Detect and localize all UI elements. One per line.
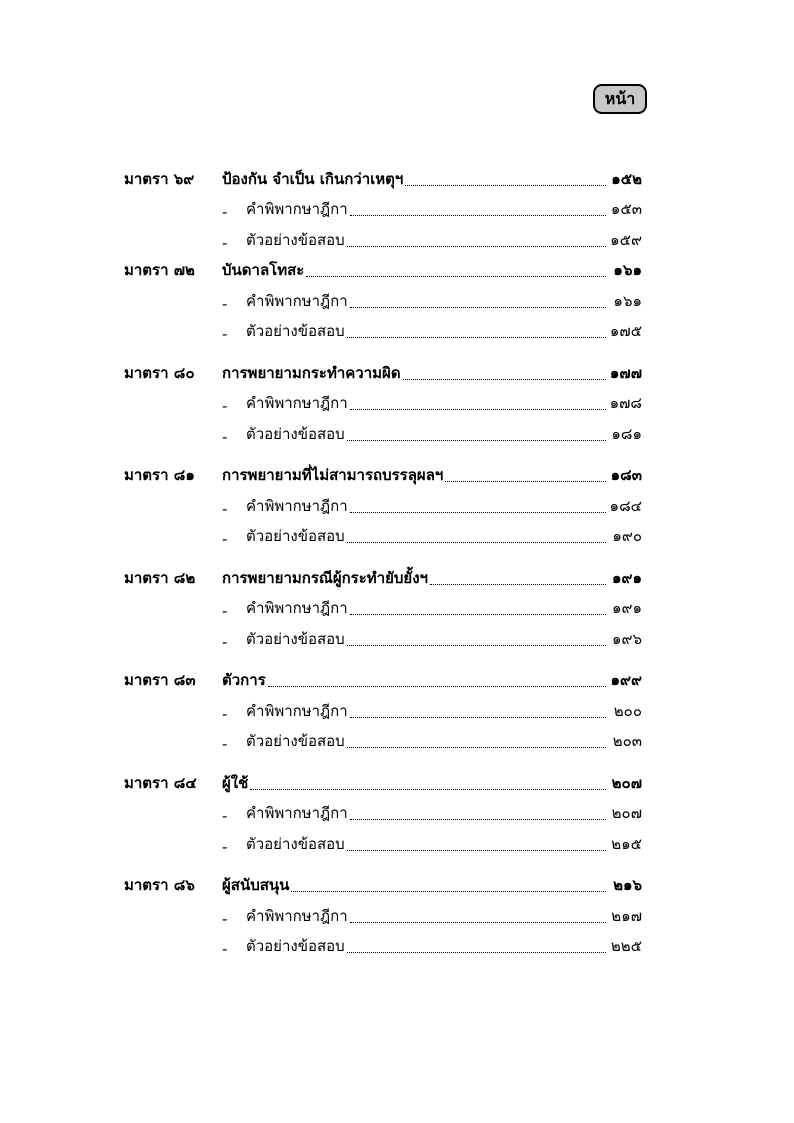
toc-subentry[interactable] bbox=[124, 282, 642, 313]
bullet-dash: - bbox=[222, 602, 228, 620]
page-number: ๑๗๘ bbox=[609, 394, 642, 412]
toc-entry[interactable] bbox=[124, 354, 642, 385]
toc-section bbox=[124, 252, 642, 344]
dot-leader bbox=[347, 747, 606, 748]
bullet-dash: - bbox=[222, 397, 228, 415]
entry-title: คำพิพากษาฎีกา bbox=[246, 200, 348, 218]
dot-leader bbox=[347, 246, 606, 247]
dot-leader bbox=[445, 481, 606, 482]
page-number: ๒๑๗ bbox=[611, 906, 642, 925]
dot-leader bbox=[405, 185, 606, 186]
toc-section bbox=[124, 354, 642, 446]
toc-subentry[interactable] bbox=[124, 620, 642, 651]
dot-leader bbox=[350, 409, 606, 410]
page-number: ๒๐๐ bbox=[613, 701, 642, 720]
page-number: ๑๙๖ bbox=[611, 629, 642, 648]
page-number: ๑๙๑ bbox=[611, 599, 642, 617]
toc-entry[interactable] bbox=[124, 764, 642, 795]
toc-section bbox=[124, 662, 642, 754]
page-number: ๑๙๑ bbox=[611, 568, 642, 587]
entry-title: คำพิพากษาฎีกา bbox=[246, 599, 348, 617]
dot-leader bbox=[350, 307, 606, 308]
entry-title: ตัวอย่างข้อสอบ bbox=[246, 322, 345, 340]
dot-leader bbox=[291, 891, 606, 892]
entry-title: ตัวการ bbox=[222, 671, 266, 689]
section-label: มาตรา ๗๒ bbox=[124, 261, 195, 279]
entry-title: ตัวอย่างข้อสอบ bbox=[246, 629, 345, 648]
bullet-dash: - bbox=[222, 837, 228, 856]
dot-leader bbox=[306, 276, 606, 277]
toc-subentry[interactable] bbox=[124, 518, 642, 549]
dot-leader bbox=[347, 542, 606, 543]
page-number: ๑๘๑ bbox=[611, 424, 642, 443]
toc-section bbox=[124, 160, 642, 252]
page-number: ๑๘๔ bbox=[609, 496, 642, 515]
toc-subentry[interactable] bbox=[124, 191, 642, 222]
toc-entry[interactable] bbox=[124, 559, 642, 590]
entry-title: การพยายามกระทำความผิด bbox=[222, 363, 401, 382]
page-number: ๑๖๑ bbox=[613, 261, 642, 279]
dot-leader bbox=[350, 215, 606, 216]
entry-title: คำพิพากษาฎีกา bbox=[246, 394, 348, 412]
dot-leader bbox=[350, 614, 606, 615]
section-label: มาตรา ๖๙ bbox=[124, 169, 195, 188]
entry-title: คำพิพากษาฎีกา bbox=[246, 291, 348, 310]
page-number: ๒๐๗ bbox=[611, 804, 642, 822]
bullet-dash: - bbox=[222, 530, 228, 548]
entry-title: ตัวอย่างข้อสอบ bbox=[246, 424, 345, 443]
entry-title: ผู้ใช้ bbox=[222, 773, 249, 792]
bullet-dash: - bbox=[222, 294, 228, 313]
bullet-dash: - bbox=[222, 632, 228, 651]
bullet-dash: - bbox=[222, 203, 228, 221]
toc-subentry[interactable] bbox=[124, 692, 642, 723]
toc-section bbox=[124, 764, 642, 856]
dot-leader bbox=[347, 440, 606, 441]
section-label: มาตรา ๘๓ bbox=[124, 671, 196, 689]
entry-title: คำพิพากษาฎีกา bbox=[246, 496, 348, 515]
bullet-dash: - bbox=[222, 940, 228, 958]
section-label: มาตรา ๘๑ bbox=[124, 466, 195, 484]
dot-leader bbox=[268, 686, 606, 687]
dot-leader bbox=[347, 645, 606, 646]
toc-subentry[interactable] bbox=[124, 897, 642, 928]
dot-leader bbox=[347, 952, 606, 953]
page-number: ๑๕๒ bbox=[611, 169, 642, 188]
entry-title: คำพิพากษาฎีกา bbox=[246, 906, 348, 925]
section-label: มาตรา ๘๒ bbox=[124, 568, 196, 587]
dot-leader bbox=[350, 819, 606, 820]
toc-subentry[interactable] bbox=[124, 385, 642, 416]
toc-subentry[interactable] bbox=[124, 825, 642, 856]
toc-subentry[interactable] bbox=[124, 795, 642, 826]
toc-entry[interactable] bbox=[124, 662, 642, 693]
bullet-dash: - bbox=[222, 499, 228, 518]
page-number: ๑๘๓ bbox=[610, 466, 642, 484]
dot-leader bbox=[347, 337, 606, 338]
toc-subentry[interactable] bbox=[124, 590, 642, 621]
dot-leader bbox=[350, 922, 606, 923]
entry-title: คำพิพากษาฎีกา bbox=[246, 701, 348, 720]
toc-subentry[interactable] bbox=[124, 415, 642, 446]
page-number: ๒๑๖ bbox=[613, 876, 642, 894]
entry-title: การพยายามที่ไม่สามารถบรรลุผลฯ bbox=[222, 466, 444, 484]
toc-section bbox=[124, 559, 642, 651]
toc-section bbox=[124, 867, 642, 959]
entry-title: ป้องกัน จำเป็น เกินกว่าเหตุฯ bbox=[222, 169, 404, 188]
page-column-label: หน้า bbox=[593, 84, 647, 114]
bullet-dash: - bbox=[222, 325, 228, 343]
dot-leader bbox=[347, 850, 606, 851]
bullet-dash: - bbox=[222, 735, 228, 753]
bullet-dash: - bbox=[222, 704, 228, 723]
page-number: ๒๐๗ bbox=[611, 773, 642, 792]
entry-title: ตัวอย่างข้อสอบ bbox=[246, 732, 345, 750]
toc-subentry[interactable] bbox=[124, 723, 642, 754]
dot-leader bbox=[350, 717, 606, 718]
toc-section bbox=[124, 457, 642, 549]
page-number: ๑๕๙ bbox=[610, 230, 642, 249]
toc-subentry[interactable] bbox=[124, 487, 642, 518]
section-label: มาตรา ๘๐ bbox=[124, 363, 195, 382]
toc-entry[interactable] bbox=[124, 160, 642, 191]
entry-title: ตัวอย่างข้อสอบ bbox=[246, 937, 345, 955]
entry-title: การพยายามกรณีผู้กระทำยับยั้งฯ bbox=[222, 568, 428, 587]
table-of-contents bbox=[124, 160, 642, 958]
entry-title: คำพิพากษาฎีกา bbox=[246, 804, 348, 822]
entry-title: ตัวอย่างข้อสอบ bbox=[246, 230, 345, 249]
toc-subentry[interactable] bbox=[124, 313, 642, 344]
dot-leader bbox=[430, 584, 606, 585]
entry-title: บันดาลโทสะ bbox=[222, 261, 305, 279]
page-number: ๒๒๕ bbox=[610, 937, 642, 955]
entry-title: ผู้สนับสนุน bbox=[222, 876, 290, 894]
bullet-dash: - bbox=[222, 427, 228, 446]
bullet-dash: - bbox=[222, 807, 228, 825]
dot-leader bbox=[403, 379, 606, 380]
page-number: ๒๐๓ bbox=[612, 732, 642, 750]
toc-entry[interactable] bbox=[124, 252, 642, 283]
section-label: มาตรา ๘๔ bbox=[124, 773, 197, 792]
bullet-dash: - bbox=[222, 233, 228, 252]
dot-leader bbox=[250, 789, 606, 790]
bullet-dash: - bbox=[222, 909, 228, 928]
toc-subentry[interactable] bbox=[124, 221, 642, 252]
section-label: มาตรา ๘๖ bbox=[124, 876, 195, 894]
entry-title: ตัวอย่างข้อสอบ bbox=[246, 527, 345, 545]
page-number: ๑๗๗ bbox=[609, 363, 642, 382]
toc-entry[interactable] bbox=[124, 457, 642, 488]
page-number: ๒๑๕ bbox=[611, 834, 642, 853]
toc-subentry[interactable] bbox=[124, 928, 642, 959]
page-number: ๑๙๐ bbox=[612, 527, 642, 545]
page-number: ๑๗๕ bbox=[609, 322, 642, 340]
toc-entry[interactable] bbox=[124, 867, 642, 898]
dot-leader bbox=[350, 512, 606, 513]
page-number: ๑๕๓ bbox=[610, 200, 642, 218]
page-number: ๑๙๙ bbox=[610, 671, 642, 689]
entry-title: ตัวอย่างข้อสอบ bbox=[246, 834, 345, 853]
page-number: ๑๖๑ bbox=[613, 291, 642, 310]
